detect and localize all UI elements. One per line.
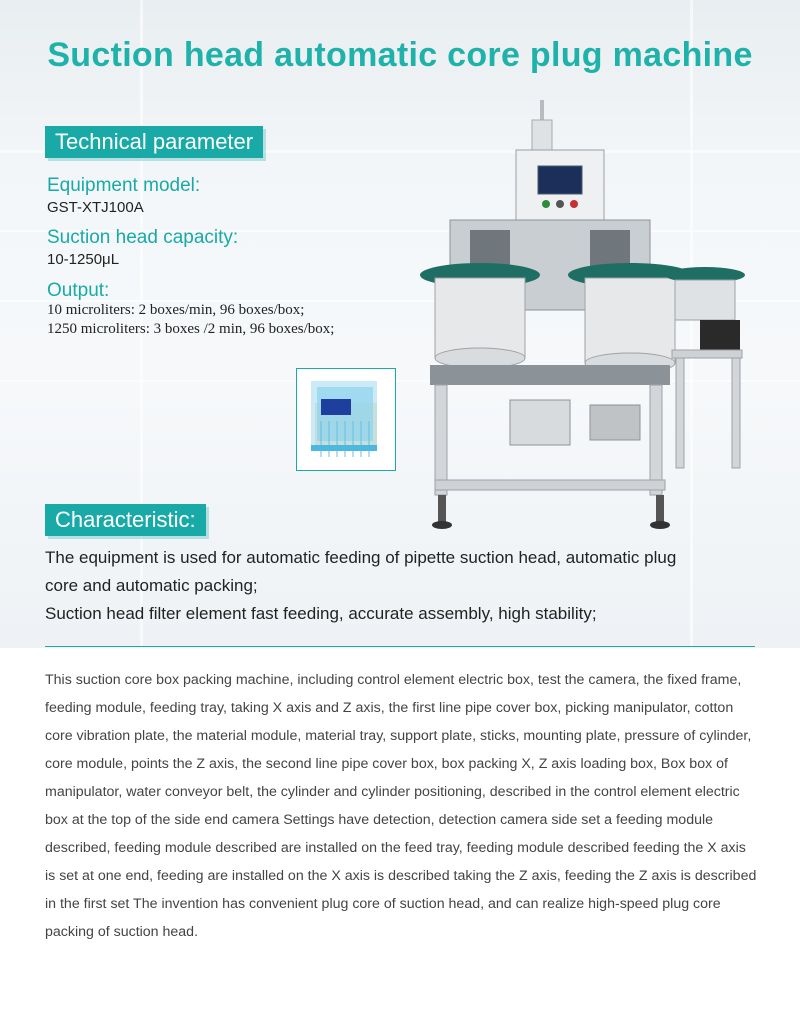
capacity-label: Suction head capacity: bbox=[47, 227, 239, 248]
characteristic-heading: Characteristic: bbox=[45, 504, 206, 536]
output-line-1: 10 microliters: 2 boxes/min, 96 boxes/box; bbox=[47, 302, 305, 318]
output-line-2: 1250 microliters: 3 boxes /2 min, 96 boxes/box; bbox=[47, 321, 335, 337]
technical-parameter-heading: Technical parameter bbox=[45, 126, 263, 158]
characteristic-line-3: Suction head filter element fast feeding, accurate assembly, high stability; bbox=[45, 604, 597, 623]
characteristic-line-2: core and automatic packing; bbox=[45, 576, 258, 595]
pipette-tip-box-image bbox=[296, 368, 396, 471]
machine-image bbox=[410, 100, 770, 535]
divider bbox=[45, 646, 755, 647]
page-title: Suction head automatic core plug machine bbox=[47, 36, 753, 74]
output-label: Output: bbox=[47, 280, 110, 301]
characteristic-line-1: The equipment is used for automatic feeding of pipette suction head, automatic plug bbox=[45, 548, 677, 567]
model-label: Equipment model: bbox=[47, 175, 201, 196]
capacity-value: 10-1250μL bbox=[47, 251, 120, 268]
description-paragraph: This suction core box packing machine, including control element electric box, test the camera, the fixed frame, feeding module, feeding tray, taking X axis and Z axis, the first line pipe cover box, picking manipulator, cotton core vibration plate, the material module, material tray, support plate, sticks, mounting plate, pressure of cylinder, core module, points the Z axis, the second line pipe cover box, box packing X, Z axis loading box, Box box of manipulator, water conveyor belt, the cylinder and cylinder positioning, described in the control element electric box at the top of the side end camera Settings have detection, detection camera side set a feeding module described, feeding module described are installed on the feed tray, feeding module described feeding the X axis is set at one end, feeding are installed on the X axis is described taking the Z axis, feeding the Z axis is described in the first set The invention has convenient plug core of suction head, and can realize high-speed plug core packing of suction head. bbox=[45, 672, 757, 940]
model-value: GST-XTJ100A bbox=[47, 199, 144, 216]
